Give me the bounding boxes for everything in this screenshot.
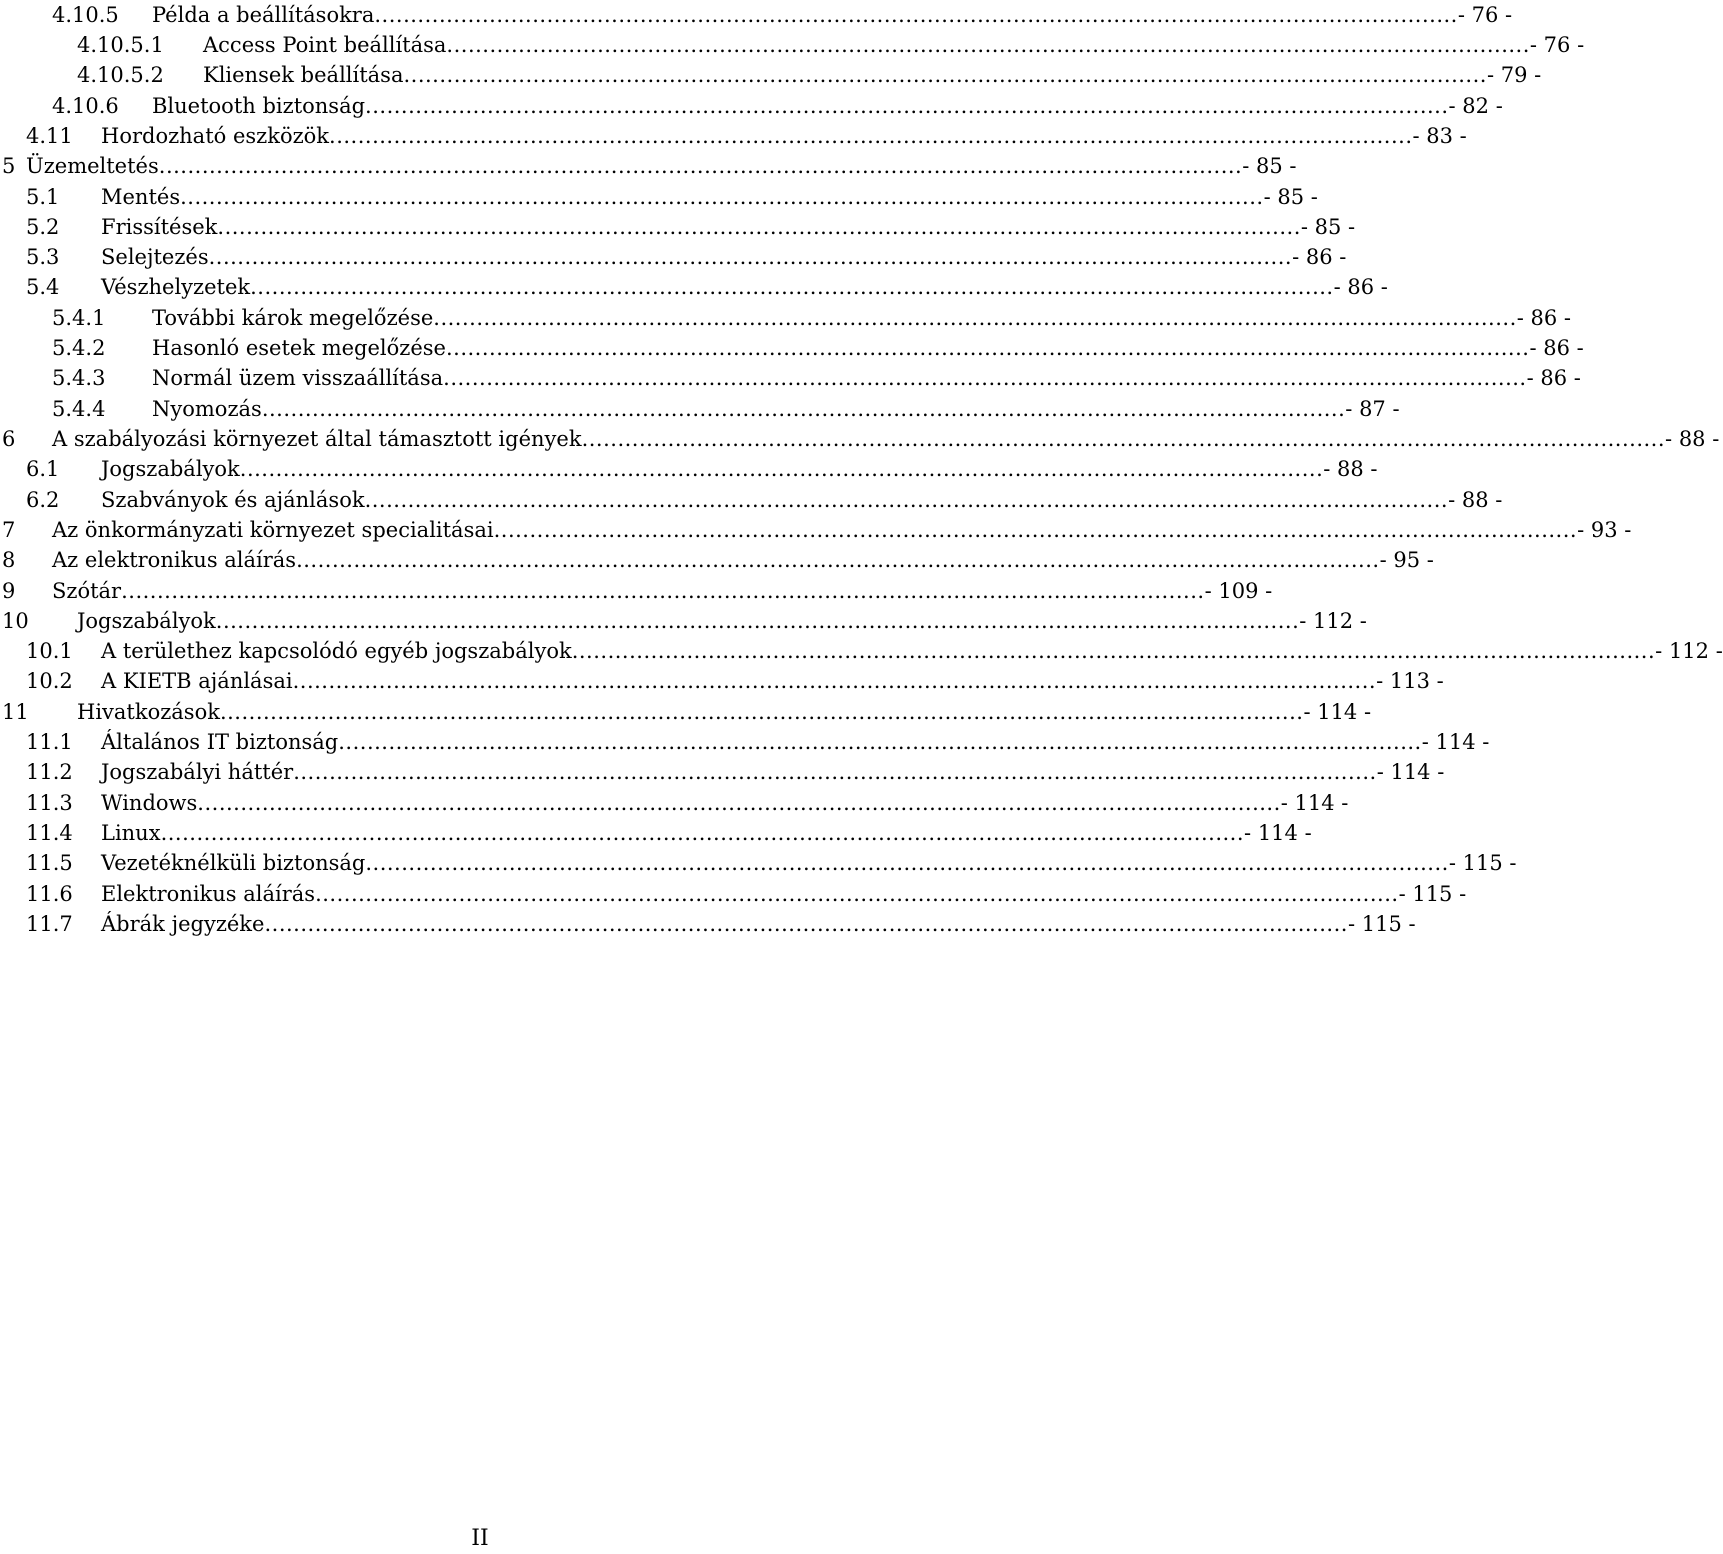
toc-entry[interactable] xyxy=(0,424,1720,454)
toc-entry-title: Mentés xyxy=(101,185,181,209)
toc-entry-title: Access Point beállítása xyxy=(203,33,447,57)
toc-entry-title: Szótár xyxy=(52,579,122,603)
toc-entry-number: 4.10.5.1 xyxy=(77,33,164,57)
toc-entry-page: - 109 - xyxy=(1204,579,1273,603)
toc-entry-number: 6.1 xyxy=(26,457,60,481)
toc-entry-number: 10.1 xyxy=(26,639,73,663)
toc-entry-number: 4.10.5.2 xyxy=(77,63,164,87)
toc-entry-title: Bluetooth biztonság xyxy=(152,94,366,118)
toc-entry-title: A KIETB ajánlásai xyxy=(101,669,293,693)
toc-dot-leader: ....................................................................................................................................................... xyxy=(219,700,1304,724)
toc-entry-page: - 79 - xyxy=(1486,63,1542,87)
toc-entry-number: 11.1 xyxy=(26,730,73,754)
toc-entry-number: 11 xyxy=(2,700,29,724)
toc-entry-page: - 88 - xyxy=(1448,488,1503,512)
toc-entry-number: 5.1 xyxy=(26,185,60,209)
toc-entry-number: 6.2 xyxy=(26,488,60,512)
toc-dot-leader: ....................................................................................................................................................... xyxy=(217,215,1301,239)
toc-entry-number: 11.6 xyxy=(26,882,73,906)
toc-dot-leader: ....................................................................................................................................................... xyxy=(329,124,1413,148)
toc-dot-leader: ....................................................................................................................................................... xyxy=(121,579,1205,603)
toc-entry[interactable] xyxy=(0,212,1356,242)
toc-entry-page: - 115 - xyxy=(1448,851,1517,875)
toc-entry-title: Szabványok és ajánlások xyxy=(101,488,365,512)
toc-entry[interactable] xyxy=(0,242,1347,272)
toc-entry-number: 11.3 xyxy=(26,791,73,815)
toc-entry-page: - 112 - xyxy=(1655,639,1723,663)
toc-entry[interactable] xyxy=(0,91,1503,121)
toc-entry-number: 4.10.5 xyxy=(52,3,119,27)
toc-entry[interactable] xyxy=(0,697,1372,727)
toc-entry-title: Ábrák jegyzéke xyxy=(101,912,265,936)
toc-entry[interactable] xyxy=(0,606,1367,636)
toc-entry[interactable] xyxy=(0,576,1273,606)
toc-entry-number: 5.4.4 xyxy=(52,397,106,421)
toc-entry-page: - 86 - xyxy=(1529,336,1584,360)
toc-dot-leader: ....................................................................................................................................................... xyxy=(296,548,1380,572)
toc-entry-title: Selejtezés xyxy=(101,245,209,269)
toc-entry[interactable] xyxy=(0,454,1378,484)
toc-entry-page: - 76 - xyxy=(1529,33,1585,57)
toc-entry[interactable] xyxy=(0,818,1312,848)
toc-entry-title: A szabályozási környezet által támasztott igények xyxy=(52,427,582,451)
toc-entry-number: 5.4.2 xyxy=(52,336,106,360)
toc-entry[interactable] xyxy=(0,30,1585,60)
toc-dot-leader: ....................................................................................................................................................... xyxy=(264,912,1348,936)
toc-entry[interactable] xyxy=(0,121,1467,151)
toc-entry-page: - 114 - xyxy=(1376,760,1445,784)
toc-entry-title: További károk megelőzése xyxy=(152,306,434,330)
toc-entry-title: Frissítések xyxy=(101,215,218,239)
toc-entry-page: - 93 - xyxy=(1577,518,1632,542)
toc-entry-number: 11.5 xyxy=(26,851,73,875)
toc-entry-title: Linux xyxy=(101,821,161,845)
toc-entry-number: 11.2 xyxy=(26,760,73,784)
toc-entry-title: Jogszabályi háttér xyxy=(101,760,294,784)
toc-entry-page: - 82 - xyxy=(1448,94,1503,118)
toc-entry-number: 5.4 xyxy=(26,275,60,299)
toc-entry-number: 5 xyxy=(2,154,16,178)
toc-entry-page: - 85 - xyxy=(1300,215,1356,239)
toc-entry-number: 6 xyxy=(2,427,16,451)
toc-entry-title: Az önkormányzati környezet specialitásai xyxy=(52,518,494,542)
toc-entry-page: - 86 - xyxy=(1526,366,1581,390)
toc-entry-number: 10.2 xyxy=(26,669,73,693)
toc-dot-leader: ....................................................................................................................................................... xyxy=(250,275,1334,299)
toc-dot-leader: ....................................................................................................................................................... xyxy=(364,488,1449,512)
toc-entry[interactable] xyxy=(0,515,1632,545)
toc-dot-leader: ....................................................................................................................................................... xyxy=(180,185,1264,209)
toc-entry-page: - 88 - xyxy=(1323,457,1378,481)
toc-entry-title: Üzemeltetés xyxy=(26,154,159,178)
toc-dot-leader: ....................................................................................................................................................... xyxy=(445,336,1530,360)
toc-entry-title: Nyomozás xyxy=(152,397,262,421)
toc-entry[interactable] xyxy=(0,757,1445,787)
toc-entry-page: - 114 - xyxy=(1303,700,1372,724)
toc-entry[interactable] xyxy=(0,788,1349,818)
toc-entry-page: - 114 - xyxy=(1280,791,1349,815)
toc-entry-title: Példa a beállításokra xyxy=(152,3,375,27)
toc-entry[interactable] xyxy=(0,60,1542,90)
toc-entry-number: 7 xyxy=(2,518,16,542)
toc-entry-page: - 95 - xyxy=(1379,548,1434,572)
toc-dot-leader: ....................................................................................................................................................... xyxy=(338,730,1422,754)
toc-dot-leader: ....................................................................................................................................................... xyxy=(374,3,1458,27)
toc-dot-leader: ....................................................................................................................................................... xyxy=(239,457,1324,481)
toc-dot-leader: ....................................................................................................................................................... xyxy=(365,851,1449,875)
toc-entry-title: A területhez kapcsolódó egyéb jogszabályok xyxy=(101,639,572,663)
toc-entry-number: 11.7 xyxy=(26,912,73,936)
toc-entry-page: - 85 - xyxy=(1242,154,1297,178)
toc-dot-leader: ....................................................................................................................................................... xyxy=(571,639,1656,663)
toc-dot-leader: ....................................................................................................................................................... xyxy=(292,669,1377,693)
toc-entry[interactable] xyxy=(0,727,1490,757)
toc-entry[interactable] xyxy=(0,545,1434,575)
toc-entry-title: Windows xyxy=(101,791,198,815)
toc-entry-page: - 83 - xyxy=(1412,124,1467,148)
toc-entry-page: - 87 - xyxy=(1345,397,1400,421)
toc-dot-leader: ....................................................................................................................................................... xyxy=(443,366,1527,390)
toc-entry-number: 5.2 xyxy=(26,215,60,239)
toc-entry-title: Általános IT biztonság xyxy=(101,730,339,754)
toc-dot-leader: ....................................................................................................................................................... xyxy=(215,609,1300,633)
toc-entry-title: Hivatkozások xyxy=(77,700,220,724)
toc-entry-page: - 113 - xyxy=(1376,669,1444,693)
toc-entry-number: 10 xyxy=(2,609,29,633)
toc-entry-title: Hordozható eszközök xyxy=(101,124,330,148)
toc-entry-title: Kliensek beállítása xyxy=(203,63,404,87)
toc-dot-leader: ....................................................................................................................................................... xyxy=(581,427,1666,451)
toc-entry[interactable] xyxy=(0,666,1444,696)
toc-entry[interactable] xyxy=(0,182,1318,212)
toc-entry-number: 5.4.3 xyxy=(52,366,106,390)
toc-entry-title: Az elektronikus aláírás xyxy=(52,548,297,572)
toc-entry-title: Vezetéknélküli biztonság xyxy=(101,851,366,875)
page-number: II xyxy=(471,1526,489,1551)
toc-entry[interactable] xyxy=(0,848,1517,878)
toc-entry[interactable] xyxy=(0,333,1584,363)
toc-entry[interactable] xyxy=(0,363,1581,393)
toc-entry-number: 5.3 xyxy=(26,245,60,269)
toc-dot-leader: ....................................................................................................................................................... xyxy=(433,306,1517,330)
toc-entry-number: 9 xyxy=(2,579,16,603)
toc-entry-page: - 86 - xyxy=(1292,245,1347,269)
toc-entry[interactable] xyxy=(0,151,1297,181)
toc-entry[interactable] xyxy=(0,272,1388,302)
toc-entry-title: Jogszabályok xyxy=(77,609,216,633)
toc-dot-leader: ....................................................................................................................................................... xyxy=(160,821,1245,845)
toc-entry[interactable] xyxy=(0,394,1400,424)
toc-entry-number: 5.4.1 xyxy=(52,306,106,330)
toc-dot-leader: ....................................................................................................................................................... xyxy=(158,154,1243,178)
toc-entry-page: - 76 - xyxy=(1457,3,1513,27)
toc-entry-title: Vészhelyzetek xyxy=(101,275,251,299)
toc-entry-page: - 115 - xyxy=(1347,912,1416,936)
toc-dot-leader: ....................................................................................................................................................... xyxy=(261,397,1346,421)
toc-entry-number: 11.4 xyxy=(26,821,73,845)
toc-dot-leader: ....................................................................................................................................................... xyxy=(493,518,1578,542)
toc-entry-title: Normál üzem visszaállítása xyxy=(152,366,444,390)
toc-entry-title: Hasonló esetek megelőzése xyxy=(152,336,446,360)
toc-dot-leader: ....................................................................................................................................................... xyxy=(403,63,1487,87)
toc-dot-leader: ....................................................................................................................................................... xyxy=(315,882,1399,906)
toc-entry-title: Elektronikus aláírás xyxy=(101,882,316,906)
toc-entry-page: - 86 - xyxy=(1333,275,1388,299)
toc-entry-number: 8 xyxy=(2,548,16,572)
toc-entry-page: - 86 - xyxy=(1516,306,1572,330)
toc-dot-leader: ....................................................................................................................................................... xyxy=(446,33,1530,57)
toc-entry[interactable] xyxy=(0,879,1467,909)
toc-entry[interactable] xyxy=(0,0,1513,30)
toc-entry-title: Jogszabályok xyxy=(101,457,240,481)
toc-entry-page: - 112 - xyxy=(1299,609,1367,633)
toc-entry-page: - 114 - xyxy=(1244,821,1312,845)
toc-dot-leader: ....................................................................................................................................................... xyxy=(293,760,1377,784)
toc-entry[interactable] xyxy=(0,303,1572,333)
toc-entry-page: - 114 - xyxy=(1421,730,1490,754)
toc-entry-page: - 85 - xyxy=(1263,185,1318,209)
toc-entry-number: 4.10.6 xyxy=(52,94,119,118)
toc-entry[interactable] xyxy=(0,909,1416,939)
toc-dot-leader: ....................................................................................................................................................... xyxy=(365,94,1449,118)
toc-dot-leader: ....................................................................................................................................................... xyxy=(197,791,1281,815)
toc-dot-leader: ....................................................................................................................................................... xyxy=(208,245,1293,269)
toc-entry-page: - 88 - xyxy=(1665,427,1720,451)
toc-entry[interactable] xyxy=(0,636,1723,666)
toc-entry-page: - 115 - xyxy=(1398,882,1467,906)
toc-entry[interactable] xyxy=(0,485,1503,515)
toc-entry-number: 4.11 xyxy=(26,124,73,148)
